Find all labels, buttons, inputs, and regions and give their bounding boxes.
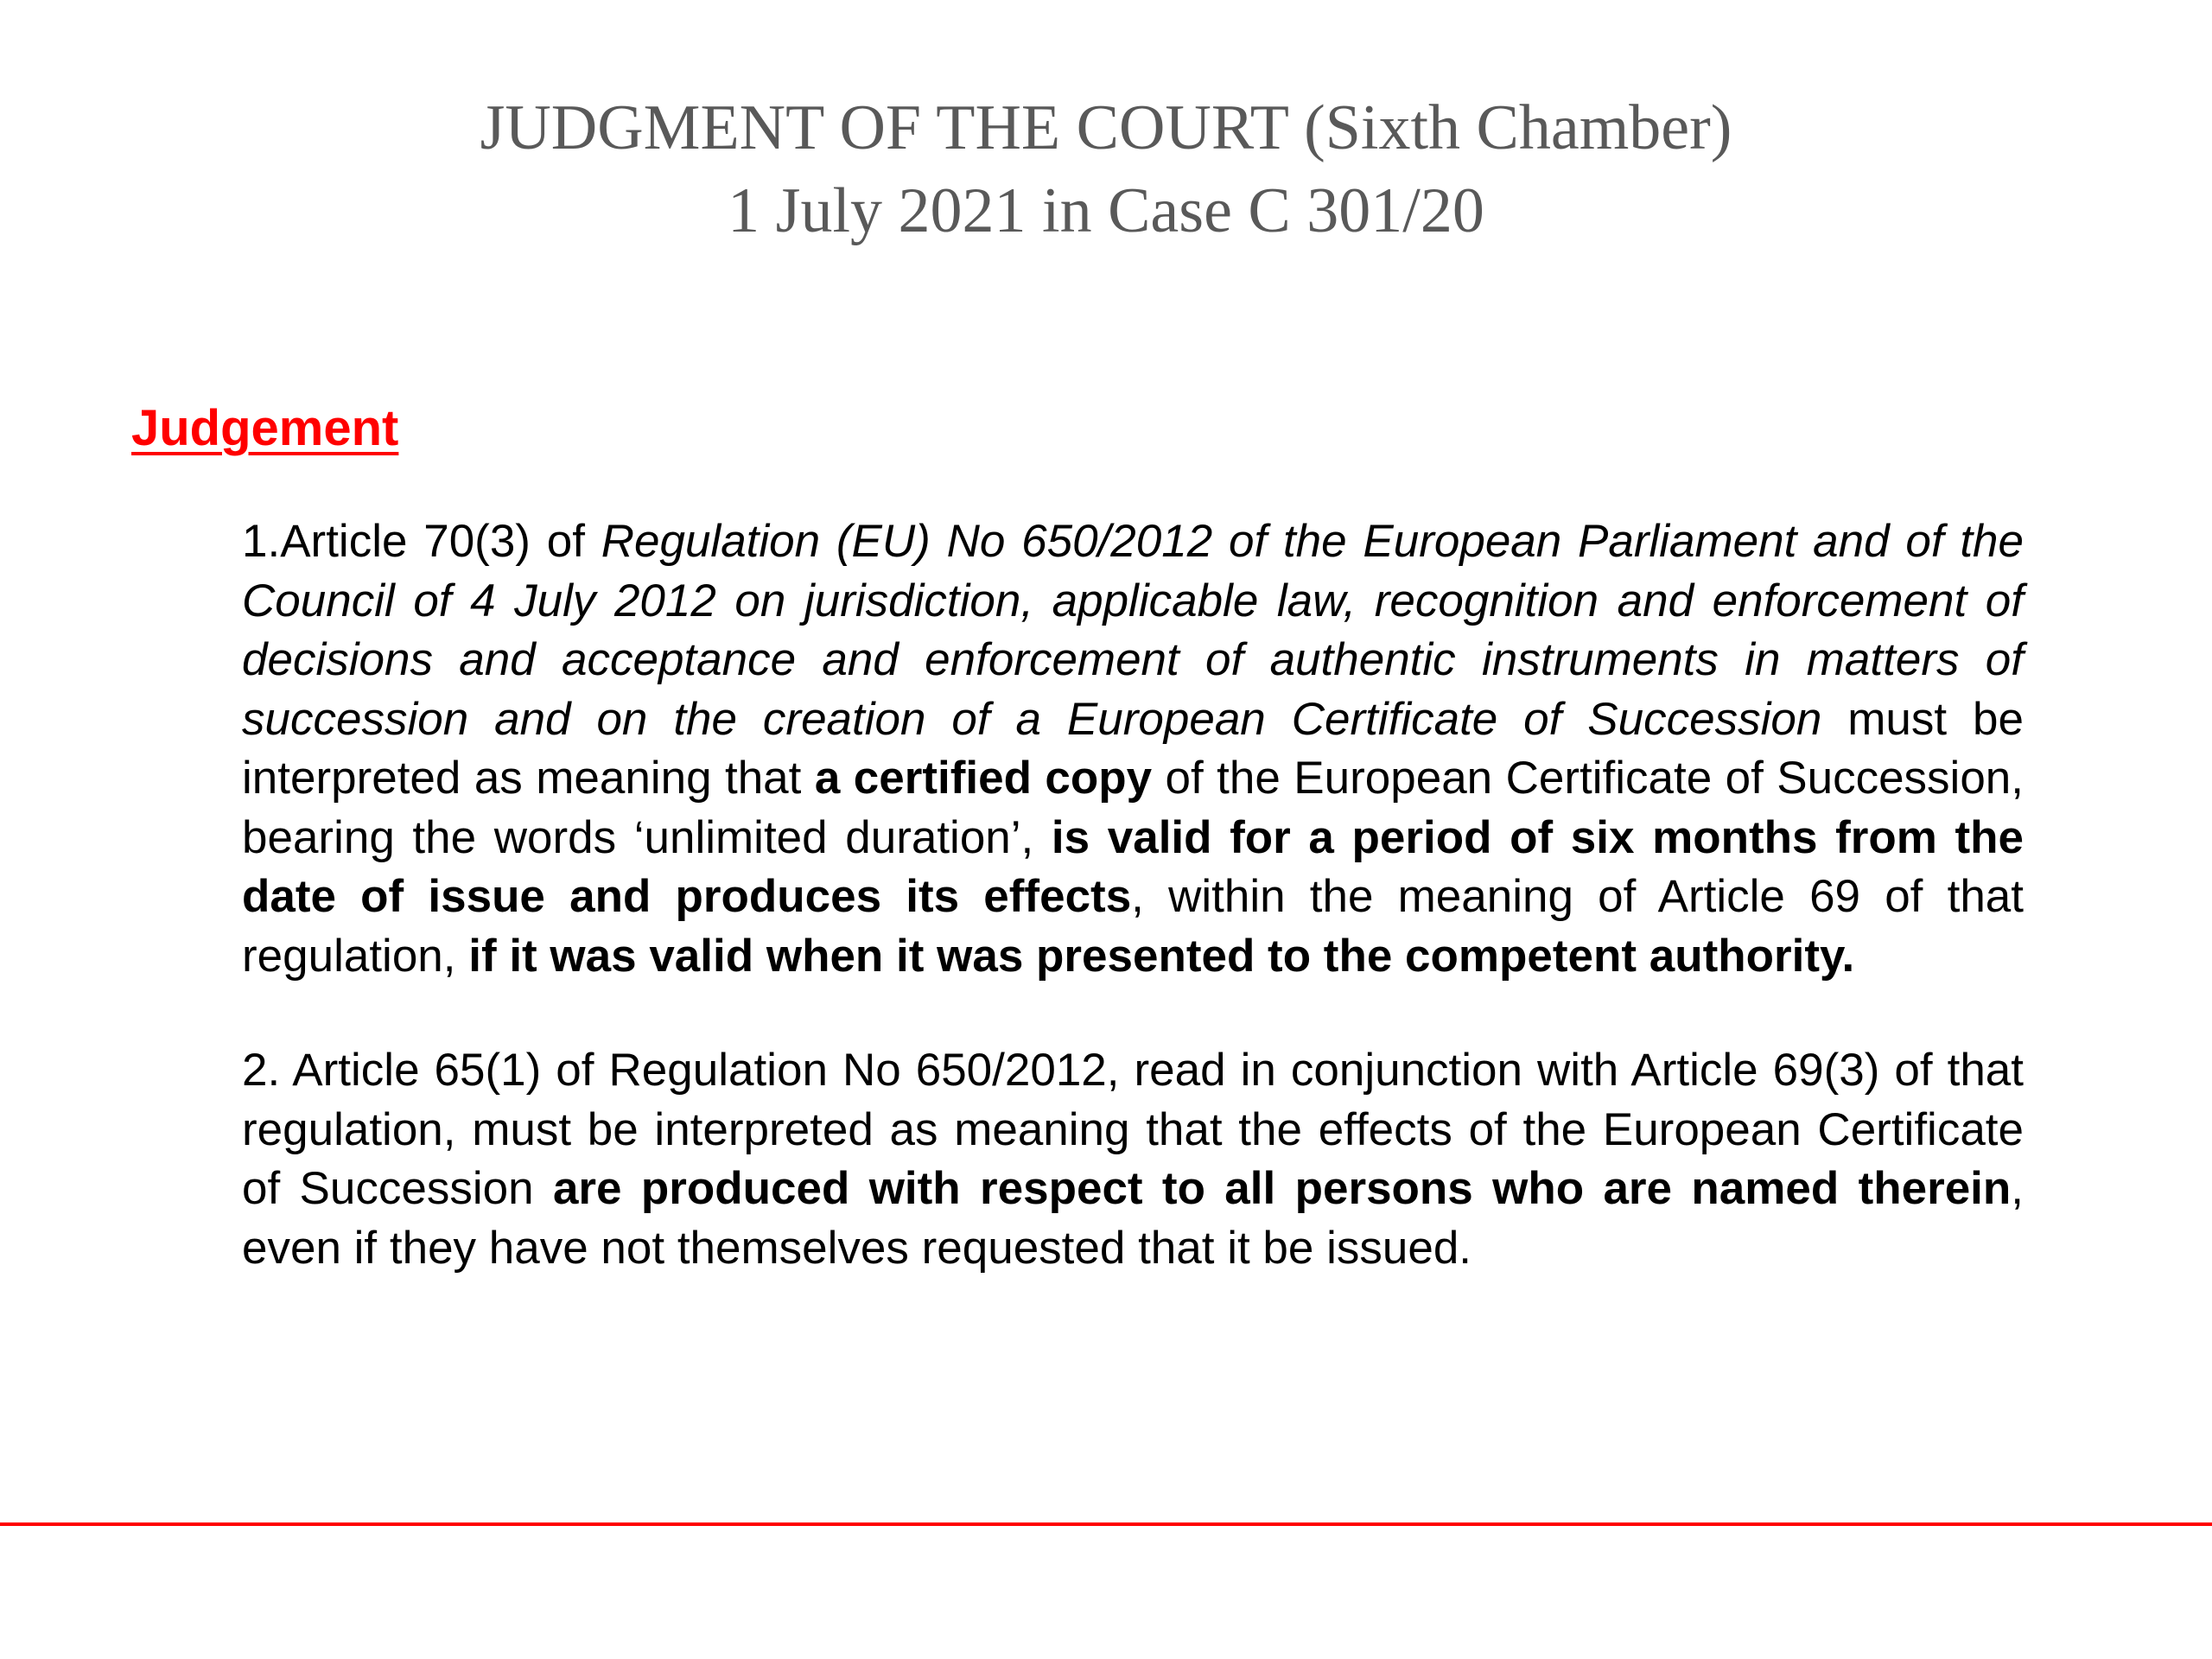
page-title bbox=[0, 86, 2212, 252]
paragraph-1-text-c: of the European Certificate of Succession, bearing the words ‘unlimited duration’, bbox=[242, 753, 2024, 863]
certified-copy-bold: a certified copy bbox=[814, 753, 1153, 804]
regulation-title-italic: Regulation (EU) No 650/2012 of the European Parliament and of the Council of 4 July 2012 on jurisdiction, applicable law, recognition and enforcement of decisions and acceptance and enforcement of authentic instruments in matters of succession and on the creation of a European Certificate of Succession bbox=[242, 516, 2024, 745]
paragraph-1-text-b: must be interpreted as meaning that bbox=[242, 693, 2024, 804]
section-heading-judgement: Judgement bbox=[131, 400, 399, 456]
paragraph-1-text-a: 1.Article 70(3) of bbox=[242, 516, 601, 567]
paragraph-1-text-d: , within the meaning of Article 69 of that regulation, bbox=[242, 871, 2024, 982]
paragraph-2-text-b: , even if they have not themselves requested that it be issued. bbox=[242, 1163, 2024, 1274]
validity-period-bold: is valid for a period of six months from the date of issue and produces its effects bbox=[242, 811, 2024, 922]
judgement-body bbox=[242, 512, 2024, 1278]
valid-when-presented-bold: if it was valid when it was presented to the competent authority. bbox=[468, 930, 1855, 982]
bottom-divider bbox=[0, 1522, 2212, 1526]
title-line-date-case: 1 July 2021 in Case C 301/20 bbox=[728, 175, 1484, 246]
judgement-paragraph-1 bbox=[242, 512, 2024, 986]
paragraph-2-text-a: 2. Article 65(1) of Regulation No 650/2012, read in conjunction with Article 69(3) of that regulation, must be interpreted as meaning that the effects of the European Certificate of Succession bbox=[242, 1045, 2024, 1214]
effects-produced-bold: are produced with respect to all persons who are named therein bbox=[552, 1163, 2012, 1214]
title-line-court: JUDGMENT OF THE COURT (Sixth Chamber) bbox=[480, 92, 1732, 163]
judgement-paragraph-2 bbox=[242, 1041, 2024, 1278]
